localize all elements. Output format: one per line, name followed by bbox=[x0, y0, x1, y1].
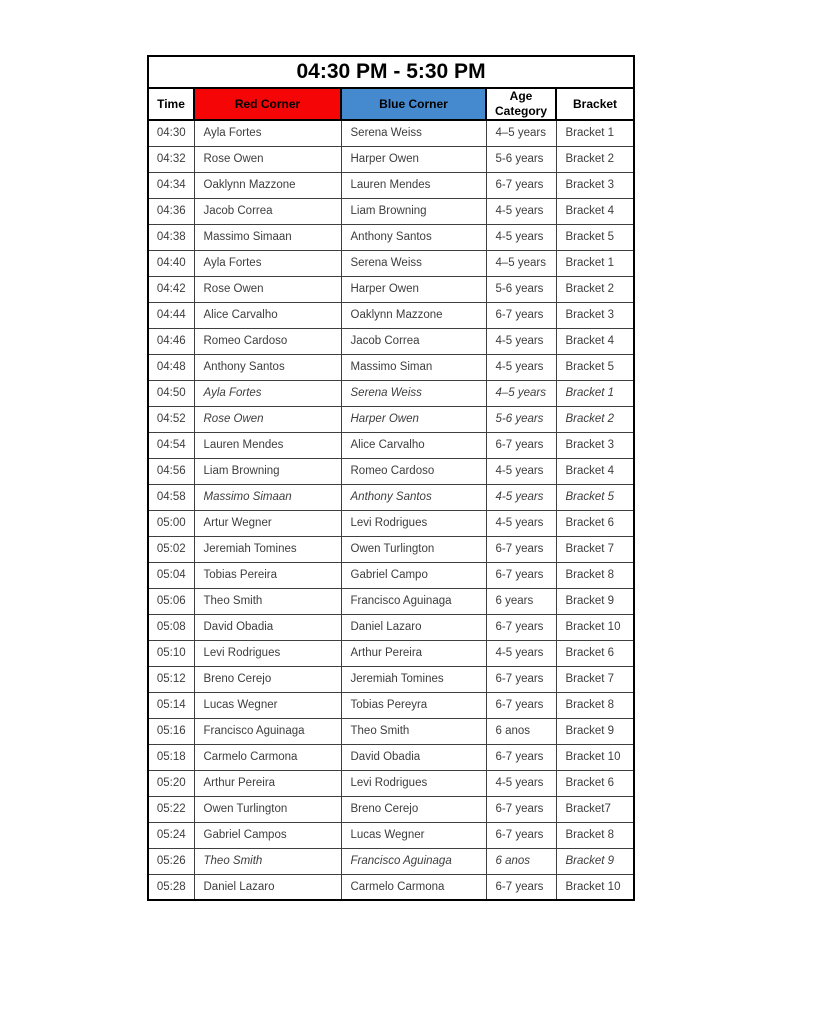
bracket-cell: Bracket 1 bbox=[556, 250, 634, 276]
table-row bbox=[148, 328, 634, 354]
bracket-cell: Bracket 4 bbox=[556, 328, 634, 354]
blue-corner-cell: Romeo Cardoso bbox=[341, 458, 486, 484]
table-row bbox=[148, 224, 634, 250]
bracket-cell: Bracket 1 bbox=[556, 380, 634, 406]
age-category-cell: 6-7 years bbox=[486, 874, 556, 900]
column-header-row bbox=[148, 88, 634, 120]
table-row bbox=[148, 354, 634, 380]
blue-corner-cell: Jeremiah Tomines bbox=[341, 666, 486, 692]
table-row bbox=[148, 640, 634, 666]
bracket-cell: Bracket 10 bbox=[556, 874, 634, 900]
bracket-cell: Bracket 10 bbox=[556, 614, 634, 640]
table-row bbox=[148, 172, 634, 198]
time-cell: 04:30 bbox=[148, 120, 194, 146]
age-category-cell: 6-7 years bbox=[486, 666, 556, 692]
blue-corner-cell: David Obadia bbox=[341, 744, 486, 770]
table-row bbox=[148, 458, 634, 484]
time-cell: 05:28 bbox=[148, 874, 194, 900]
red-corner-cell: Artur Wegner bbox=[194, 510, 341, 536]
time-cell: 04:42 bbox=[148, 276, 194, 302]
time-cell: 04:48 bbox=[148, 354, 194, 380]
bracket-cell: Bracket 6 bbox=[556, 510, 634, 536]
age-category-cell: 4–5 years bbox=[486, 250, 556, 276]
red-corner-cell: Tobias Pereira bbox=[194, 562, 341, 588]
table-row bbox=[148, 718, 634, 744]
blue-corner-cell: Owen Turlington bbox=[341, 536, 486, 562]
age-category-cell: 6-7 years bbox=[486, 614, 556, 640]
bracket-cell: Bracket 8 bbox=[556, 692, 634, 718]
bracket-cell: Bracket 7 bbox=[556, 666, 634, 692]
table-row bbox=[148, 744, 634, 770]
blue-corner-cell: Serena Weiss bbox=[341, 380, 486, 406]
column-header-age-category: Age Category bbox=[486, 88, 556, 120]
bracket-cell: Bracket7 bbox=[556, 796, 634, 822]
bracket-cell: Bracket 5 bbox=[556, 224, 634, 250]
blue-corner-cell: Levi Rodrigues bbox=[341, 510, 486, 536]
title-row bbox=[148, 56, 634, 88]
time-cell: 05:10 bbox=[148, 640, 194, 666]
table-row bbox=[148, 588, 634, 614]
time-cell: 04:40 bbox=[148, 250, 194, 276]
red-corner-cell: Theo Smith bbox=[194, 588, 341, 614]
age-category-cell: 6-7 years bbox=[486, 302, 556, 328]
age-category-cell: 6-7 years bbox=[486, 796, 556, 822]
bracket-cell: Bracket 9 bbox=[556, 588, 634, 614]
table-row bbox=[148, 848, 634, 874]
red-corner-cell: Owen Turlington bbox=[194, 796, 341, 822]
red-corner-cell: Jacob Correa bbox=[194, 198, 341, 224]
red-corner-cell: Anthony Santos bbox=[194, 354, 341, 380]
bracket-cell: Bracket 1 bbox=[556, 120, 634, 146]
bracket-cell: Bracket 3 bbox=[556, 432, 634, 458]
bracket-cell: Bracket 5 bbox=[556, 484, 634, 510]
red-corner-cell: Oaklynn Mazzone bbox=[194, 172, 341, 198]
age-category-cell: 6-7 years bbox=[486, 744, 556, 770]
blue-corner-cell: Harper Owen bbox=[341, 146, 486, 172]
table-row bbox=[148, 380, 634, 406]
age-category-cell: 4-5 years bbox=[486, 484, 556, 510]
table-row bbox=[148, 770, 634, 796]
age-category-cell: 4-5 years bbox=[486, 770, 556, 796]
time-cell: 04:56 bbox=[148, 458, 194, 484]
blue-corner-cell: Levi Rodrigues bbox=[341, 770, 486, 796]
table-row bbox=[148, 276, 634, 302]
red-corner-cell: Ayla Fortes bbox=[194, 380, 341, 406]
time-cell: 04:44 bbox=[148, 302, 194, 328]
blue-corner-cell: Carmelo Carmona bbox=[341, 874, 486, 900]
time-cell: 04:46 bbox=[148, 328, 194, 354]
bracket-cell: Bracket 8 bbox=[556, 822, 634, 848]
table-row bbox=[148, 146, 634, 172]
time-cell: 05:04 bbox=[148, 562, 194, 588]
table-row bbox=[148, 302, 634, 328]
age-category-cell: 5-6 years bbox=[486, 276, 556, 302]
bracket-cell: Bracket 2 bbox=[556, 406, 634, 432]
age-category-cell: 4-5 years bbox=[486, 354, 556, 380]
time-cell: 04:50 bbox=[148, 380, 194, 406]
red-corner-cell: Francisco Aguinaga bbox=[194, 718, 341, 744]
age-category-cell: 5-6 years bbox=[486, 406, 556, 432]
time-cell: 04:58 bbox=[148, 484, 194, 510]
red-corner-cell: Daniel Lazaro bbox=[194, 874, 341, 900]
time-cell: 05:24 bbox=[148, 822, 194, 848]
column-header-time: Time bbox=[148, 88, 194, 120]
red-corner-cell: Liam Browning bbox=[194, 458, 341, 484]
red-corner-cell: Lucas Wegner bbox=[194, 692, 341, 718]
table-row bbox=[148, 874, 634, 900]
bracket-cell: Bracket 3 bbox=[556, 172, 634, 198]
blue-corner-cell: Harper Owen bbox=[341, 276, 486, 302]
table-row bbox=[148, 250, 634, 276]
age-category-cell: 4-5 years bbox=[486, 640, 556, 666]
column-header-bracket: Bracket bbox=[556, 88, 634, 120]
age-category-cell: 6-7 years bbox=[486, 536, 556, 562]
time-cell: 04:36 bbox=[148, 198, 194, 224]
bracket-cell: Bracket 5 bbox=[556, 354, 634, 380]
bracket-cell: Bracket 7 bbox=[556, 536, 634, 562]
red-corner-cell: Carmelo Carmona bbox=[194, 744, 341, 770]
time-cell: 04:52 bbox=[148, 406, 194, 432]
table-row bbox=[148, 120, 634, 146]
table-row bbox=[148, 614, 634, 640]
red-corner-cell: Lauren Mendes bbox=[194, 432, 341, 458]
blue-corner-cell: Anthony Santos bbox=[341, 224, 486, 250]
bracket-cell: Bracket 6 bbox=[556, 770, 634, 796]
age-category-cell: 4–5 years bbox=[486, 120, 556, 146]
table-row bbox=[148, 666, 634, 692]
blue-corner-cell: Arthur Pereira bbox=[341, 640, 486, 666]
blue-corner-cell: Serena Weiss bbox=[341, 250, 486, 276]
blue-corner-cell: Daniel Lazaro bbox=[341, 614, 486, 640]
red-corner-cell: Ayla Fortes bbox=[194, 120, 341, 146]
bracket-cell: Bracket 6 bbox=[556, 640, 634, 666]
age-category-cell: 4–5 years bbox=[486, 380, 556, 406]
red-corner-cell: David Obadia bbox=[194, 614, 341, 640]
age-category-cell: 6 years bbox=[486, 588, 556, 614]
red-corner-cell: Gabriel Campos bbox=[194, 822, 341, 848]
age-category-cell: 6-7 years bbox=[486, 432, 556, 458]
age-category-cell: 4-5 years bbox=[486, 458, 556, 484]
age-category-cell: 4-5 years bbox=[486, 198, 556, 224]
time-cell: 05:20 bbox=[148, 770, 194, 796]
blue-corner-cell: Breno Cerejo bbox=[341, 796, 486, 822]
time-cell: 05:06 bbox=[148, 588, 194, 614]
table-row bbox=[148, 406, 634, 432]
red-corner-cell: Jeremiah Tomines bbox=[194, 536, 341, 562]
time-cell: 04:32 bbox=[148, 146, 194, 172]
age-category-cell: 6-7 years bbox=[486, 822, 556, 848]
time-cell: 05:02 bbox=[148, 536, 194, 562]
table-row bbox=[148, 198, 634, 224]
red-corner-cell: Alice Carvalho bbox=[194, 302, 341, 328]
blue-corner-cell: Francisco Aguinaga bbox=[341, 588, 486, 614]
time-cell: 05:18 bbox=[148, 744, 194, 770]
time-cell: 04:38 bbox=[148, 224, 194, 250]
blue-corner-cell: Tobias Pereyra bbox=[341, 692, 486, 718]
table-row bbox=[148, 510, 634, 536]
table-title: 04:30 PM - 5:30 PM bbox=[148, 56, 634, 88]
time-cell: 05:14 bbox=[148, 692, 194, 718]
age-category-cell: 4-5 years bbox=[486, 510, 556, 536]
time-cell: 05:26 bbox=[148, 848, 194, 874]
table-row bbox=[148, 536, 634, 562]
column-header-red-corner: Red Corner bbox=[194, 88, 341, 120]
table-row bbox=[148, 484, 634, 510]
age-category-cell: 4-5 years bbox=[486, 224, 556, 250]
time-cell: 05:22 bbox=[148, 796, 194, 822]
bracket-cell: Bracket 8 bbox=[556, 562, 634, 588]
red-corner-cell: Breno Cerejo bbox=[194, 666, 341, 692]
blue-corner-cell: Liam Browning bbox=[341, 198, 486, 224]
time-cell: 04:54 bbox=[148, 432, 194, 458]
red-corner-cell: Levi Rodrigues bbox=[194, 640, 341, 666]
blue-corner-cell: Harper Owen bbox=[341, 406, 486, 432]
red-corner-cell: Massimo Simaan bbox=[194, 484, 341, 510]
time-cell: 04:34 bbox=[148, 172, 194, 198]
bracket-cell: Bracket 10 bbox=[556, 744, 634, 770]
bracket-cell: Bracket 4 bbox=[556, 458, 634, 484]
bracket-cell: Bracket 9 bbox=[556, 848, 634, 874]
column-header-blue-corner: Blue Corner bbox=[341, 88, 486, 120]
age-category-cell: 5-6 years bbox=[486, 146, 556, 172]
table-row bbox=[148, 796, 634, 822]
age-category-cell: 4-5 years bbox=[486, 328, 556, 354]
age-category-cell: 6-7 years bbox=[486, 562, 556, 588]
red-corner-cell: Massimo Simaan bbox=[194, 224, 341, 250]
red-corner-cell: Rose Owen bbox=[194, 276, 341, 302]
blue-corner-cell: Gabriel Campo bbox=[341, 562, 486, 588]
blue-corner-cell: Massimo Siman bbox=[341, 354, 486, 380]
blue-corner-cell: Alice Carvalho bbox=[341, 432, 486, 458]
table-row bbox=[148, 822, 634, 848]
schedule-table bbox=[147, 55, 635, 901]
red-corner-cell: Ayla Fortes bbox=[194, 250, 341, 276]
bracket-cell: Bracket 9 bbox=[556, 718, 634, 744]
time-cell: 05:16 bbox=[148, 718, 194, 744]
red-corner-cell: Rose Owen bbox=[194, 406, 341, 432]
blue-corner-cell: Oaklynn Mazzone bbox=[341, 302, 486, 328]
age-category-cell: 6 anos bbox=[486, 848, 556, 874]
table-row bbox=[148, 432, 634, 458]
bracket-cell: Bracket 3 bbox=[556, 302, 634, 328]
blue-corner-cell: Theo Smith bbox=[341, 718, 486, 744]
red-corner-cell: Theo Smith bbox=[194, 848, 341, 874]
bracket-cell: Bracket 2 bbox=[556, 276, 634, 302]
blue-corner-cell: Anthony Santos bbox=[341, 484, 486, 510]
age-category-cell: 6-7 years bbox=[486, 692, 556, 718]
red-corner-cell: Rose Owen bbox=[194, 146, 341, 172]
blue-corner-cell: Lauren Mendes bbox=[341, 172, 486, 198]
blue-corner-cell: Jacob Correa bbox=[341, 328, 486, 354]
time-cell: 05:08 bbox=[148, 614, 194, 640]
red-corner-cell: Romeo Cardoso bbox=[194, 328, 341, 354]
time-cell: 05:00 bbox=[148, 510, 194, 536]
bracket-cell: Bracket 4 bbox=[556, 198, 634, 224]
bracket-cell: Bracket 2 bbox=[556, 146, 634, 172]
age-category-cell: 6 anos bbox=[486, 718, 556, 744]
time-cell: 05:12 bbox=[148, 666, 194, 692]
table-row bbox=[148, 692, 634, 718]
blue-corner-cell: Francisco Aguinaga bbox=[341, 848, 486, 874]
blue-corner-cell: Serena Weiss bbox=[341, 120, 486, 146]
table-row bbox=[148, 562, 634, 588]
red-corner-cell: Arthur Pereira bbox=[194, 770, 341, 796]
blue-corner-cell: Lucas Wegner bbox=[341, 822, 486, 848]
age-category-cell: 6-7 years bbox=[486, 172, 556, 198]
